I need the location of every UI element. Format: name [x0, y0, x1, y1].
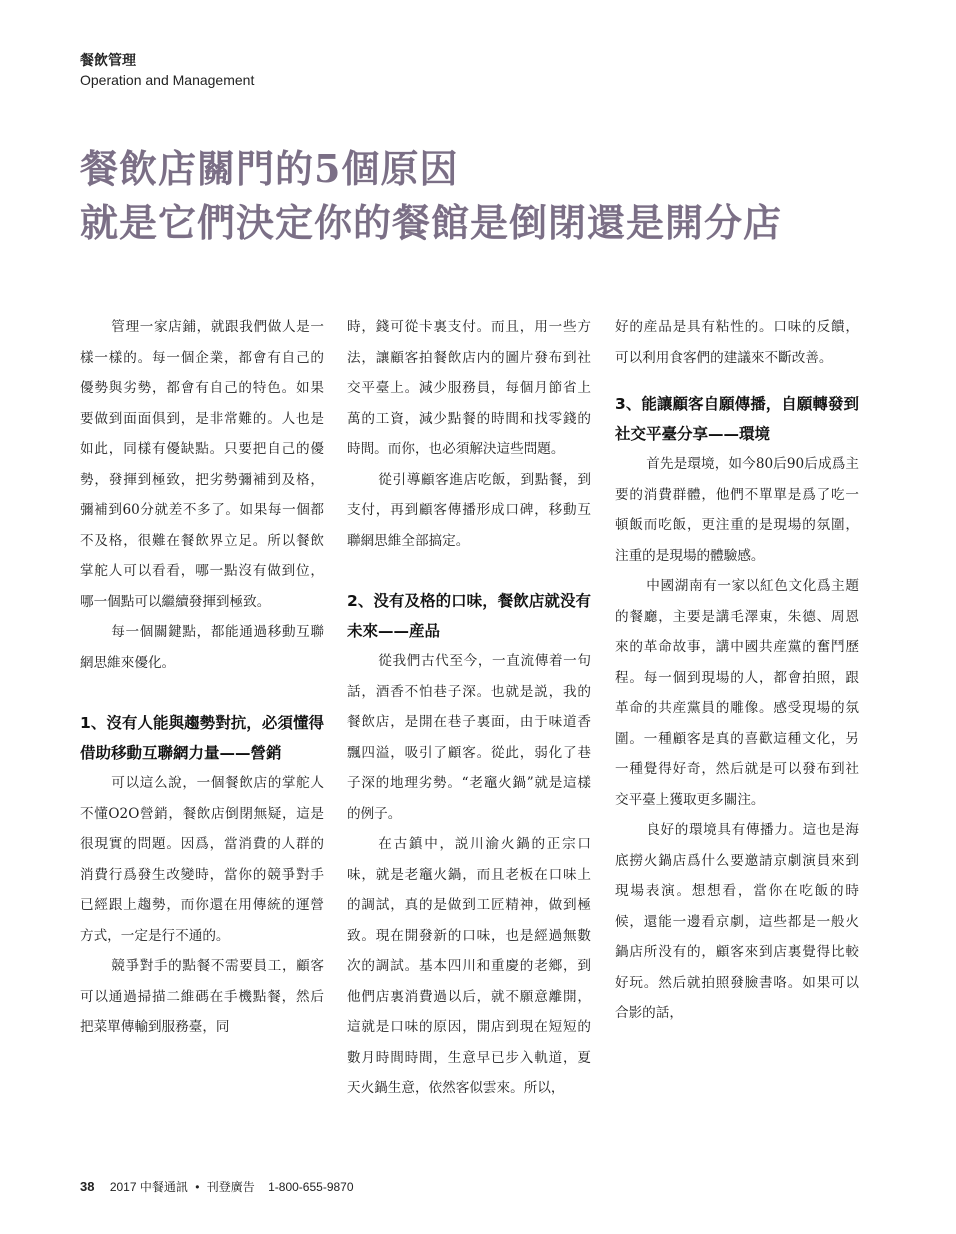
footer-separator: •	[195, 1180, 200, 1194]
page-number: 38	[80, 1179, 95, 1194]
paragraph: 從引導顧客進店吃飯，到點餐，到支付，再到顧客傳播形成口碑，移動互聯網思維全部搞定。	[347, 471, 591, 549]
article-column-3	[615, 312, 859, 1029]
title-line-1: 餐飲店關門的5個原因	[80, 146, 459, 191]
section-heading-2: 2、没有及格的口味，餐飲店就没有未來——産品	[347, 592, 591, 640]
paragraph: 良好的環境具有傳播力。這也是海底撈火鍋店爲什么要邀請京劇演員來到現場表演。想想看，當你在吃飯的時候，還能一邊看京劇，這些都是一般火鍋店所没有的，顧客來到店裏覺得比較好玩。然后就拍照發臉書咯。如果可以合影的話，	[615, 822, 859, 1021]
paragraph: 每一個關鍵點，都能通過移動互聯網思維來優化。	[80, 624, 324, 671]
paragraph: 競爭對手的點餐不需要員工，顧客可以通過掃描二維碼在手機點餐，然后把菜單傳輸到服務臺，同	[80, 958, 324, 1035]
paragraph: 好的産品是具有粘性的。口味的反饋，可以利用食客們的建議來不斷改善。	[615, 319, 859, 366]
paragraph: 中國湖南有一家以紅色文化爲主題的餐廳，主要是講毛澤東，朱德、周恩來的革命故事，講中國共産黨的奮鬥歷程。每一個到現場的人，都會拍照，跟革命的共産黨員的雕像。感受現場的氛圍。一種顧客是真的喜歡這種文化，另一種覺得好奇，然后就是可以發布到社交平臺上獲取更多關注。	[615, 578, 859, 808]
article-title	[80, 142, 900, 250]
title-line-2: 就是它們決定你的餐館是倒閉還是開分店	[80, 200, 783, 245]
article-column-1	[80, 312, 324, 1043]
page-footer	[80, 1178, 354, 1195]
publication-name: 2017 中餐通訊	[109, 1180, 188, 1194]
paragraph: 首先是環境，如今80后90后成爲主要的消費群體，他們不單單是爲了吃一頓飯而吃飯，更注重的是現場的氛圍，注重的是現場的體驗感。	[615, 456, 859, 564]
paragraph: 可以這么說，一個餐飲店的掌舵人不懂O2O營銷，餐飲店倒閉無疑，這是很現實的問題。因爲，當消費的人群的消費行爲發生改變時，當你的競爭對手已經跟上趨勢，而你還在用傳統的運營方式，一定是行不通的。	[80, 775, 324, 944]
paragraph: 管理一家店鋪，就跟我們做人是一樣一樣的。每一個企業，都會有自己的優勢與劣勢，都會有自己的特色。如果要做到面面俱到，是非常難的。人也是如此，同樣有優缺點。只要把自己的優勢，發揮到極致，把劣勢彌補到及格，彌補到60分就差不多了。如果每一個都不及格，很難在餐飲界立足。所以餐飲掌舵人可以看看，哪一點沒有做到位，哪一個點可以繼續發揮到極致。	[80, 319, 324, 610]
section-label-en: Operation and Management	[80, 72, 255, 88]
section-label-cn: 餐飲管理	[80, 53, 136, 69]
section-heading-1: 1、沒有人能與趨勢對抗，必須懂得借助移動互聯網力量——營銷	[80, 714, 324, 762]
paragraph: 從我們古代至今，一直流傳着一句話，酒香不怕巷子深。也就是説，我的餐飲店，是開在巷子裏面，由于味道香飄四溢，吸引了顧客。從此，弱化了巷子深的地理劣勢。“老竈火鍋”就是這樣的例子。	[347, 653, 591, 822]
paragraph: 時，錢可從卡裏支付。而且，用一些方法，讓顧客拍餐飲店内的圖片發布到社交平臺上。減少服務員，每個月節省上萬的工資，減少點餐的時間和找零錢的時間。而你，也必須解決這些問題。	[347, 319, 591, 457]
ad-label: 刊登廣告	[206, 1180, 255, 1194]
section-heading-3: 3、能讓顧客自願傳播，自願轉發到社交平臺分享——環境	[615, 395, 859, 443]
article-column-2	[347, 312, 591, 1104]
paragraph: 在古鎮中，説川渝火鍋的正宗口味，就是老竈火鍋，而且老板在口味上的調試，真的是做到工匠精神，做到極致。現在開發新的口味，也是經過無數次的調試。基本四川和重慶的老鄉，到他們店裏消費過以后，就不願意離開，這就是口味的原因，開店到現在短短的數月時間時間，生意早已步入軌道，夏天火鍋生意，依然客似雲來。所以，	[347, 836, 591, 1096]
phone-number: 1-800-655-9870	[268, 1180, 354, 1194]
